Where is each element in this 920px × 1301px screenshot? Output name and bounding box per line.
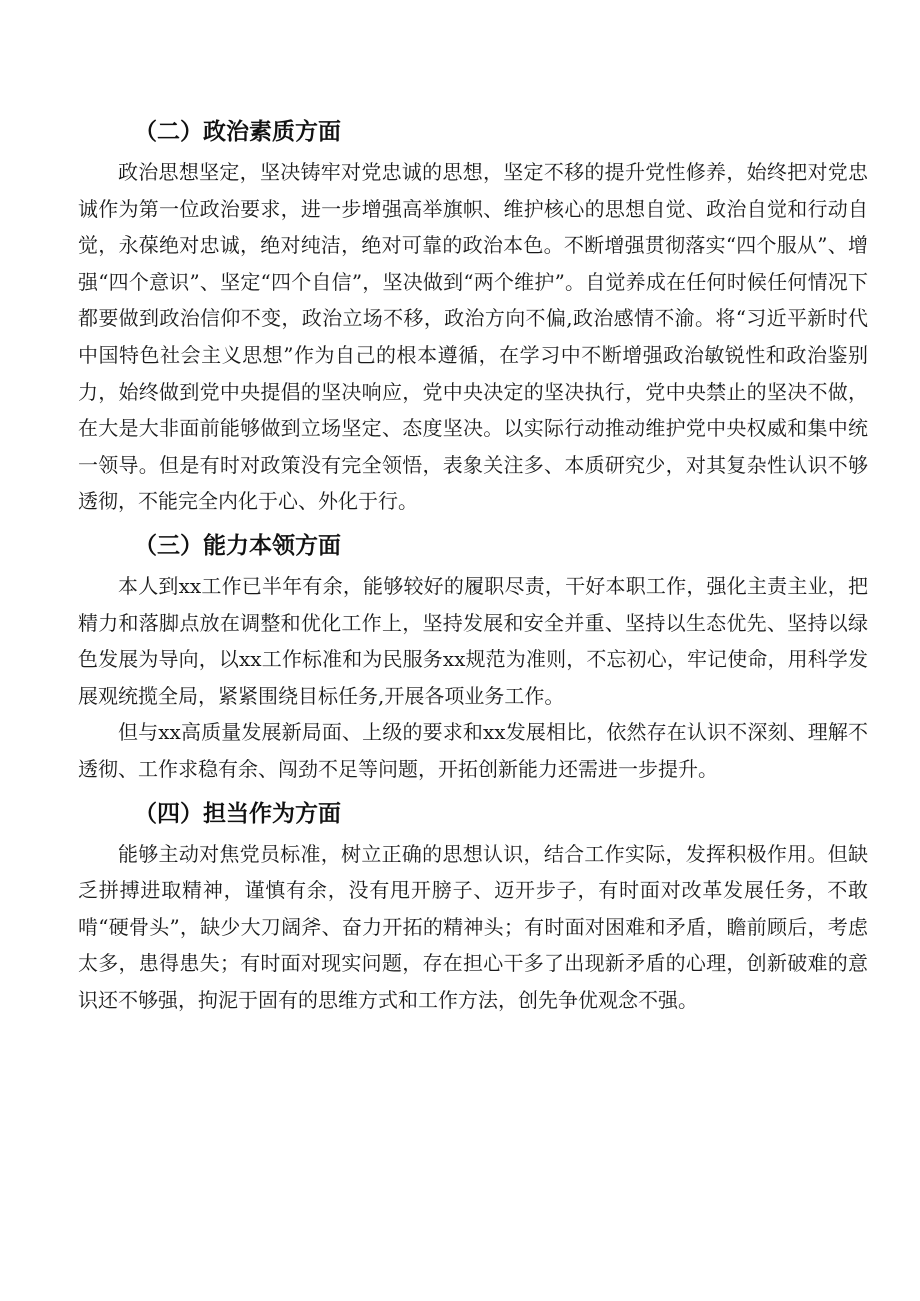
- section-heading: （二）政治素质方面: [134, 119, 341, 145]
- section-paragraph: 能够主动对焦党员标准，树立正确的思想认识，结合工作实际，发挥积极作用。但缺乏拼搏进取精神，谨慎有余，没有甩开膀子、迈开步子，有时面对改革发展任务，不敢啃“硬骨头”，缺少大刀阔斧、奋力开拓的精神头；有时面对困难和矛盾，瞻前顾后，考虑太多，患得患失；有时面对现实问题，存在担心干多了出现新矛盾的心理，创新破难的意识还不够强，拘泥于固有的思维方式和工作方法，创先争优观念不强。: [78, 841, 868, 1012]
- section-paragraph: 政治思想坚定，坚决铸牢对党忠诚的思想，坚定不移的提升党性修养，始终把对党忠诚作为第一位政治要求，进一步增强高举旗帜、维护核心的思想自觉、政治自觉和行动自觉，永葆绝对忠诚，绝对纯洁，绝对可靠的政治本色。不断增强贯彻落实“四个服从”、增强“四个意识”、坚定“四个自信”，坚决做到“两个维护”。自觉养成在任何时候任何情况下都要做到政治信仰不变，政治立场不移，政治方向不偏,政治感情不渝。将“习近平新时代中国特色社会主义思想”作为自己的根本遵循，在学习中不断增强政治敏锐性和政治鉴别力，始终做到党中央提倡的坚决响应，党中央决定的坚决执行，党中央禁止的坚决不做，在大是大非面前能够做到立场坚定、态度坚决。以实际行动推动维护党中央权威和集中统一领导。但是有时对政策没有完全领悟，表象关注多、本质研究少，对其复杂性认识不够透彻，不能完全内化于心、外化于行。: [78, 160, 868, 514]
- section-paragraph: 但与xx高质量发展新局面、上级的要求和xx发展相比，依然存在认识不深刻、理解不透彻、工作求稳有余、闯劲不足等问题，开拓创新能力还需进一步提升。: [78, 720, 868, 781]
- section-paragraph: 本人到xx工作已半年有余，能够较好的履职尽责，干好本职工作，强化主责主业，把精力和落脚点放在调整和优化工作上，坚持发展和安全并重、坚持以生态优先、坚持以绿色发展为导向，以xx工作标准和为民服务xx规范为准则，不忘初心，牢记使命，用科学发展观统揽全局，紧紧围绕目标任务,开展各项业务工作。: [78, 573, 868, 708]
- section-political-quality: [78, 110, 868, 520]
- section-ability: [78, 524, 868, 788]
- section-responsibility: [78, 792, 868, 1019]
- section-heading: （四）担当作为方面: [134, 800, 341, 827]
- document-page: [78, 110, 868, 1022]
- section-heading: （三）能力本领方面: [134, 532, 341, 559]
